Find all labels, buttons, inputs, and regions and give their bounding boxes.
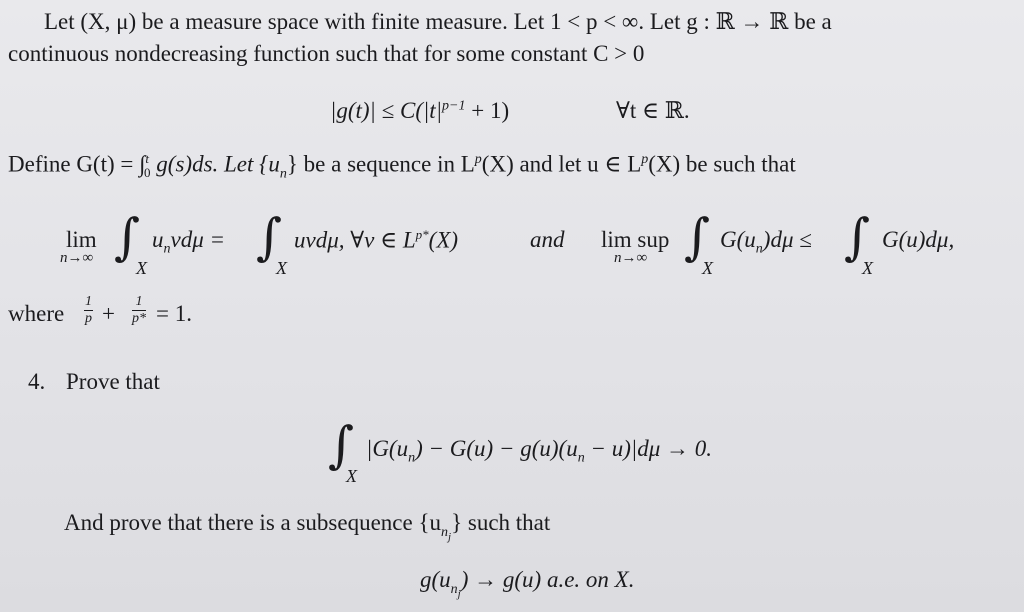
problem-intro-line1: Let (X, μ) be a measure space with finite measure. Let 1 < p < ∞. Let g : ℝ → ℝ be a bbox=[44, 9, 832, 34]
weak-lim-subscript: n→∞ bbox=[60, 250, 94, 266]
where-word: where bbox=[8, 301, 65, 326]
fraction-1-over-p: $\frac{1}{p}$ bbox=[85, 294, 92, 326]
integral-domain-3: X bbox=[702, 258, 713, 278]
weak-lim: lim bbox=[66, 227, 97, 252]
task-prove-text: Prove that bbox=[66, 369, 160, 394]
growth-forall: ∀t ∈ ℝ. bbox=[616, 98, 690, 123]
integral-domain-2: X bbox=[276, 258, 287, 278]
integral-sign-1: ∫ bbox=[114, 208, 141, 266]
and-word: and bbox=[530, 227, 565, 252]
frac-equals: = 1. bbox=[156, 301, 192, 326]
integral-sign-2: ∫ bbox=[256, 208, 283, 266]
subsequence-text: And prove that there is a subsequence $\{u_{n_j}\}$ such that bbox=[64, 510, 551, 543]
integral-sign-3: ∫ bbox=[684, 208, 711, 266]
integral-domain-1: X bbox=[136, 258, 147, 278]
frac-plus: + bbox=[102, 301, 115, 326]
limsup-integrand: $G(u_n)d\mu$ ≤ bbox=[720, 227, 812, 257]
integral-domain-5: X bbox=[346, 466, 357, 486]
limsup: lim sup bbox=[601, 227, 670, 252]
problem-intro-line2: continuous nondecreasing function such that for some constant C > 0 bbox=[8, 41, 645, 66]
conclusion-expression: $|G(u_n) - G(u) - g(u)(u_n - u)|d\mu \to 0$. bbox=[366, 436, 713, 466]
limsup-subscript: n→∞ bbox=[614, 250, 648, 266]
G-u-integrand: G(u)dμ, bbox=[882, 227, 955, 252]
define-line: Define G(t) = ∫$^t_0$ g(s)ds. Let $\{u_n\}$ be a sequence in $L^p(X)$ and let u ∈ $L^p(X)$ be such that bbox=[8, 151, 796, 182]
weak-integrand: $u_nvd\mu$ = bbox=[152, 227, 226, 257]
growth-condition: $|g(t)| \le C(|t|^{p-1} + 1)$ bbox=[330, 98, 510, 123]
weak-rhs: uvdμ, ∀v ∈ $L^{p*}(X)$ bbox=[294, 227, 459, 253]
ae-convergence: $g(u_{n_j}) \to g(u)$ a.e. on X. bbox=[420, 567, 635, 600]
integral-sign-5: ∫ bbox=[328, 416, 355, 474]
integral-domain-4: X bbox=[862, 258, 873, 278]
fraction-1-over-pstar: $\frac{1}{p*}$ bbox=[132, 294, 146, 326]
task-number: 4. bbox=[28, 369, 46, 394]
integral-sign-4: ∫ bbox=[844, 208, 871, 266]
